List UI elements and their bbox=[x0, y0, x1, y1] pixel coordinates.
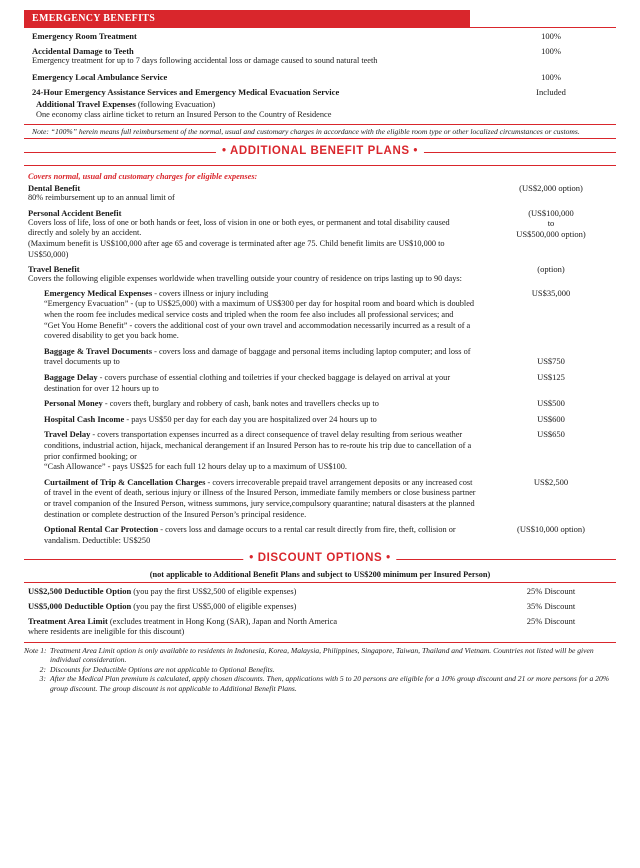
dental-benefit bbox=[28, 183, 616, 204]
section-title: • ADDITIONAL BENEFIT PLANS • bbox=[216, 145, 424, 157]
item-desc: - covers transportation expenses incurred as a direct consequence of travel delay resulting from serious weather conditions, industrial action, hijack, mechanical derangement if an Insured Person has to re-route his trip due to cancellation of a prior confirmed booking; or bbox=[44, 430, 472, 461]
item-value: 25% Discount bbox=[526, 586, 576, 597]
item-title: Emergency Room Treatment bbox=[32, 31, 137, 41]
item-desc: - pays US$50 per day for each day you are hospitalized over 24 hours up to bbox=[124, 414, 377, 424]
item-title: Treatment Area Limit bbox=[28, 615, 108, 626]
item-value: 25% Discount bbox=[526, 615, 576, 626]
travel-item bbox=[44, 429, 616, 472]
item-value: US$750 bbox=[537, 355, 565, 366]
item-desc: Covers loss of life, loss of one or both hands or feet, loss of vision in one or both eyes, or permanent and total disability caused directly and solely by an accident. bbox=[28, 217, 450, 238]
item-desc: (Maximum benefit is US$100,000 after age 65 and coverage is terminated after age 75. Child benefit limits are US$10,000 to US$50,000) bbox=[28, 239, 445, 259]
note-number: 2: bbox=[39, 664, 46, 674]
discount-item bbox=[28, 616, 616, 638]
additional-benefit-plans-header bbox=[24, 145, 616, 161]
note-text: After the Medical Plan premium is calculated, apply chosen discounts. Then, applications with 5 to 20 persons are eligible for a 10% group discount and 21 or more persons for a 20% group discount. The group discount is not applicable to Additional Benefit Plans. bbox=[50, 674, 610, 693]
section-intro: Covers normal, usual and customary charges for eligible expenses: bbox=[28, 172, 258, 182]
emergency-item bbox=[32, 87, 616, 97]
emergency-item bbox=[32, 72, 616, 82]
item-extra: “Get You Home Benefit” - covers the additional cost of your own travel and accommodation necessarily incurred as a result of a covered disability to get you back home. bbox=[44, 320, 471, 341]
travel-item bbox=[44, 372, 616, 394]
additional-travel-expenses bbox=[32, 99, 616, 121]
discount-item bbox=[28, 601, 616, 613]
item-value: (US$10,000 option) bbox=[517, 524, 585, 535]
item-title: Baggage & Travel Documents bbox=[44, 345, 153, 356]
note-item bbox=[24, 674, 616, 693]
discount-subheader: (not applicable to Additional Benefit Plans and subject to US$200 minimum per Insured Person) bbox=[149, 570, 491, 580]
item-value: US$35,000 bbox=[531, 287, 571, 298]
item-desc: (excludes treatment in Hong Kong (SAR), Japan and North America bbox=[107, 616, 338, 626]
item-desc: - covers irrecoverable prepaid travel arrangement deposits or any increased cost of travel in the event of death, serious injury or illness of the Insured Person, immediate family members or close business partner or travel companion of the Insured Person, witness summons, jury service,compulsory quarantine; natural disasters at the planned destination or complete destruction of the Insured Person’s principal residence. bbox=[44, 477, 476, 519]
travel-item bbox=[44, 346, 616, 368]
note-number: 3: bbox=[39, 674, 46, 684]
item-value: (option) bbox=[537, 264, 565, 275]
emergency-item bbox=[32, 31, 616, 41]
note-item bbox=[24, 665, 616, 675]
item-value: Included bbox=[536, 86, 566, 97]
item-desc: - covers illness or injury including bbox=[152, 288, 269, 298]
sub-desc: One economy class airline ticket to return an Insured Person to the Country of Residence bbox=[36, 110, 332, 120]
discount-item bbox=[28, 586, 616, 598]
item-desc: - covers loss and damage occurs to a rental car result directly from fire, theft, collision or vandalism. Deductible: US$250 bbox=[44, 525, 456, 545]
item-desc: (you pay the first US$5,000 of eligible expenses) bbox=[131, 601, 297, 611]
item-title: Optional Rental Car Protection bbox=[44, 524, 159, 535]
emergency-item bbox=[32, 46, 616, 67]
section-title: • DISCOUNT OPTIONS • bbox=[243, 552, 396, 564]
divider bbox=[24, 582, 616, 583]
item-value: (US$100,000 bbox=[528, 207, 574, 218]
item-value: US$500,000 option) bbox=[516, 229, 586, 240]
item-title: Travel Benefit bbox=[28, 264, 80, 275]
divider bbox=[24, 138, 616, 139]
item-title: Travel Delay bbox=[44, 429, 91, 440]
item-value: US$125 bbox=[537, 372, 565, 382]
discount-options-header bbox=[24, 552, 616, 568]
travel-item bbox=[44, 524, 616, 546]
discount-list bbox=[24, 586, 616, 637]
item-title: Curtailment of Trip & Cancellation Charges bbox=[44, 476, 206, 487]
emergency-benefits-header: EMERGENCY BENEFITS bbox=[24, 10, 470, 27]
personal-accident-benefit bbox=[28, 208, 616, 260]
item-extra: where residents are ineligible for this discount) bbox=[28, 627, 185, 637]
sub-title-note: (following Evacuation) bbox=[135, 99, 216, 109]
sub-title: Additional Travel Expenses bbox=[36, 98, 136, 109]
item-title: US$2,500 Deductible Option bbox=[28, 586, 132, 597]
item-desc: - covers purchase of essential clothing and toiletries if your checked baggage is delayed on arrival at your destination for over 12 hours up to bbox=[44, 373, 451, 393]
item-title: Dental Benefit bbox=[28, 183, 81, 194]
item-value: US$500 bbox=[537, 398, 565, 409]
item-value: 100% bbox=[541, 46, 561, 56]
item-title: Emergency Local Ambulance Service bbox=[32, 71, 168, 82]
item-desc: - covers theft, burglary and robbery of cash, bank notes and travellers checks up to bbox=[102, 399, 379, 409]
item-value: US$600 bbox=[537, 413, 565, 424]
divider bbox=[24, 165, 616, 166]
note-text: Treatment Area Limit option is only available to residents in Indonesia, Korea, Malaysia, Philippines, Singapore, Taiwan, Thailand and Vietnam. Countries not listed will be given individual consideration. bbox=[50, 645, 594, 665]
additional-list bbox=[24, 172, 616, 546]
item-title: 24-Hour Emergency Assistance Services and Emergency Medical Evacuation Service bbox=[32, 86, 340, 97]
travel-items bbox=[28, 288, 616, 546]
item-value: 100% bbox=[541, 71, 561, 82]
note-text: Discounts for Deductible Options are not applicable to Optional Benefits. bbox=[50, 664, 275, 674]
item-value: to bbox=[547, 218, 555, 229]
item-value: 100% bbox=[541, 31, 561, 41]
document-page bbox=[24, 10, 616, 693]
travel-item bbox=[44, 288, 616, 342]
travel-item bbox=[44, 398, 616, 410]
item-extra: “Emergency Evacuation” - (up to US$25,000) with a maximum of US$300 per day for hospital room and board which is doubled when the room fee includes medical service costs and tripled when the room fee also includes all professional services; and bbox=[44, 299, 475, 320]
item-desc: 80% reimbursement up to an annual limit of bbox=[28, 193, 175, 203]
discount-notes bbox=[24, 643, 616, 694]
emergency-note: Note: “100%” herein means full reimbursement of the normal, usual and customary charges in accordance with the eligible room type or other localized circumstances or customs. bbox=[32, 126, 580, 136]
item-title: Hospital Cash Income bbox=[44, 413, 125, 424]
travel-item bbox=[44, 414, 616, 426]
item-title: Emergency Medical Expenses bbox=[44, 287, 153, 298]
travel-item bbox=[44, 477, 616, 520]
travel-benefit bbox=[28, 264, 616, 285]
item-title: Personal Money bbox=[44, 398, 103, 409]
item-desc: (you pay the first US$2,500 of eligible expenses) bbox=[131, 587, 297, 597]
item-title: US$5,000 Deductible Option bbox=[28, 600, 132, 611]
item-extra: “Cash Allowance” - pays US$25 for each full 12 hours delay up to a maximum of US$100. bbox=[44, 462, 348, 472]
item-value: US$2,500 bbox=[533, 476, 569, 487]
item-title: Personal Accident Benefit bbox=[28, 207, 122, 218]
item-desc: Emergency treatment for up to 7 days following accidental loss or damage caused to sound natural teeth bbox=[32, 56, 378, 65]
emergency-list bbox=[24, 31, 616, 121]
item-desc: - covers loss and damage of baggage and personal items including laptop computer; and loss of travel documents up to bbox=[44, 346, 471, 367]
item-desc: Covers the following eligible expenses worldwide when travelling outside your country of residence on trips lasting up to 90 days: bbox=[28, 274, 462, 284]
item-value: US$650 bbox=[537, 429, 565, 440]
header-rule bbox=[24, 27, 616, 28]
item-title: Accidental Damage to Teeth bbox=[32, 46, 134, 56]
note-item bbox=[24, 646, 616, 665]
note-number: Note 1: bbox=[24, 645, 47, 655]
item-value: (US$2,000 option) bbox=[519, 183, 583, 194]
item-value: 35% Discount bbox=[526, 600, 576, 611]
item-title: Baggage Delay bbox=[44, 372, 98, 382]
